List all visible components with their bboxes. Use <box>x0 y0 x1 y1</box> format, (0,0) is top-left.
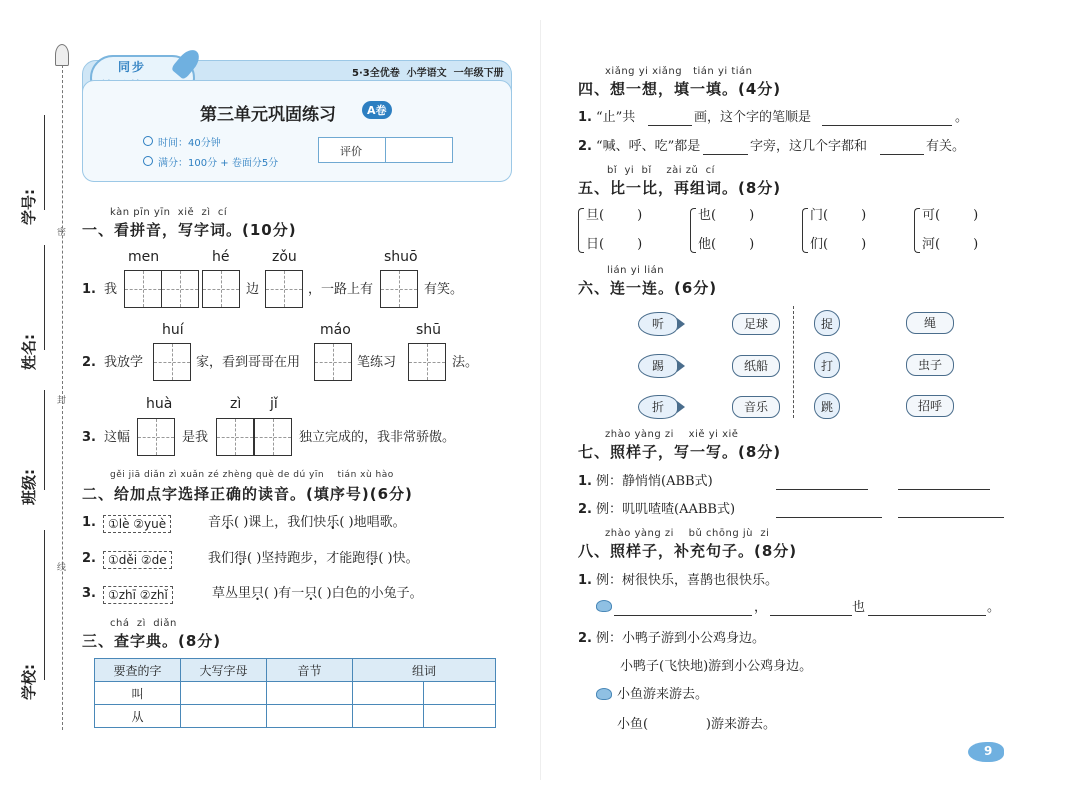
s4-q2-b: 字旁，这几个字都和 <box>750 139 868 154</box>
s7-pinyin: zhào yàng zi xiě yi xiě <box>605 429 739 440</box>
s7-q1-text: 例：静悄悄(ABB式) <box>596 474 713 489</box>
s7-q1-num: 1. <box>578 474 592 489</box>
s2-q2-dot-char2: 得 <box>365 551 379 566</box>
s1-q2-py1: huí <box>162 322 184 338</box>
dictionary-table <box>94 658 496 728</box>
eval-label: 评价 <box>340 145 362 158</box>
s1-q1-box2[interactable] <box>202 270 240 308</box>
s3-title: 三、查字典。(8分) <box>82 632 222 650</box>
row-char: 叫 <box>95 682 181 705</box>
class-label: 班级: <box>20 469 38 505</box>
time-info: 时间：40分钟 <box>158 138 221 149</box>
match-verb-fold[interactable]: 折 <box>638 395 678 419</box>
s8-title: 八、照样子，补充句子。(8分) <box>578 542 798 560</box>
s2-q1-dot-char2: 乐 <box>326 515 340 530</box>
check-icon <box>143 156 153 166</box>
letter-cell[interactable] <box>181 705 267 728</box>
s1-q1-py4: shuō <box>384 249 418 265</box>
s1-q2-box2[interactable] <box>314 343 352 381</box>
s1-q2-t2: 家，看到哥哥在用 <box>196 355 301 370</box>
s1-q3-py2: zì <box>230 396 242 412</box>
s1-q1-num: 1. <box>82 282 96 297</box>
s8-q2-fill[interactable]: 小鱼( )游来游去。 <box>617 717 776 732</box>
s2-q1-options[interactable]: ①lè ②yuè <box>103 513 171 533</box>
frog-icon <box>596 600 612 612</box>
s1-q1-row <box>82 280 96 300</box>
score-info: 满分：100分 + 卷面分5分 <box>158 158 279 169</box>
clock-icon <box>143 136 153 146</box>
s2-q2-sentence: 我们得( )坚持跑步，才能跑得( )快。 <box>208 551 419 566</box>
number-label: 学号: <box>20 189 38 225</box>
s2-q3-sentence: 草丛里只( )有一只( )白色的小兔子。 <box>212 586 423 601</box>
col-header-syllable: 音节 <box>267 659 353 682</box>
s2-q2-num: 2. <box>82 551 96 566</box>
s7-q2-answer1[interactable] <box>776 504 882 518</box>
s2-title: 二、给加点字选择正确的读音。(填序号)(6分) <box>82 485 413 503</box>
s1-title: 一、看拼音，写字词。(10分) <box>82 221 297 239</box>
s1-q3-t1: 这幅 <box>104 430 131 445</box>
s2-q1-dot-char: 乐 <box>221 515 235 530</box>
s2-q1-sentence: 音乐( )课上，我们快乐( )地唱歌。 <box>208 515 406 530</box>
s5-pair1-a[interactable]: 旦( ) <box>586 208 643 223</box>
s8-q1-field1[interactable] <box>614 602 752 616</box>
s5-pair2-a[interactable]: 也( ) <box>698 208 755 223</box>
col-header-words: 组词 <box>353 659 496 682</box>
s1-q1-box3[interactable] <box>265 270 303 308</box>
match-verb-listen[interactable]: 听 <box>638 312 678 336</box>
s6-title: 六、连一连。(6分) <box>578 279 718 297</box>
s4-q1-stroke-order-field[interactable] <box>822 112 952 126</box>
s1-q1-box4[interactable] <box>380 270 418 308</box>
title-tag: A卷 <box>362 101 392 119</box>
match-noun-bug[interactable]: 虫子 <box>906 354 954 376</box>
s4-q1-num: 1. <box>578 110 592 125</box>
s3-pinyin: chá zì diǎn <box>110 618 177 629</box>
s8-pinyin: zhào yàng zi bǔ chōng jù zi <box>605 528 770 539</box>
s1-q1-py2: hé <box>212 249 230 265</box>
row-char: 从 <box>95 705 181 728</box>
s4-title: 四、想一想，填一填。(4分) <box>578 80 782 98</box>
s8-q1-text: 例：树很快乐，喜鹊也很快乐。 <box>596 573 779 588</box>
table-row <box>95 705 496 728</box>
s5-pair4-a[interactable]: 可( ) <box>922 208 979 223</box>
binding-margin <box>0 0 80 795</box>
table-row <box>95 682 496 705</box>
school-field[interactable] <box>44 530 45 680</box>
s7-q2-answer2[interactable] <box>898 504 1004 518</box>
s2-q2-dot-char: 得 <box>234 551 248 566</box>
s4-q2-related-field[interactable] <box>880 141 924 155</box>
match-verb-kick[interactable]: 踢 <box>638 354 678 378</box>
s4-q1-c: 。 <box>955 110 969 125</box>
s4-q1-a: “止”共 <box>596 110 636 125</box>
s5-pair4-b[interactable]: 河( ) <box>922 237 979 252</box>
s1-q2-box1[interactable] <box>153 343 191 381</box>
s1-q2-t4: 法。 <box>452 355 479 370</box>
name-field[interactable] <box>44 245 45 350</box>
s4-q2-c: 有关。 <box>926 139 966 154</box>
s1-q1-box1[interactable] <box>124 270 162 308</box>
s4-q1-b: 画，这个字的笔顺是 <box>694 110 812 125</box>
s5-pair1-b[interactable]: 日( ) <box>586 237 643 252</box>
s1-q2-t3: 笔练习 <box>357 355 397 370</box>
s1-q1-box1b[interactable] <box>161 270 199 308</box>
s1-q2-py2: máo <box>320 322 351 338</box>
s4-q2-radical-field[interactable] <box>703 141 748 155</box>
s1-q2-t1: 我放学 <box>104 355 144 370</box>
frog-icon-2 <box>596 688 612 700</box>
s2-q3-options[interactable]: ①zhī ②zhǐ <box>103 584 173 604</box>
match-noun-greeting[interactable]: 招呼 <box>906 395 954 417</box>
s5-pair2-b[interactable]: 他( ) <box>698 237 755 252</box>
s1-q2-num: 2. <box>82 355 96 370</box>
match-noun-football[interactable]: 足球 <box>732 313 780 335</box>
s1-q1-py3: zǒu <box>272 249 297 265</box>
s1-q1-t5: 有笑。 <box>424 282 464 297</box>
s1-q2-box3[interactable] <box>408 343 446 381</box>
word-cell[interactable] <box>424 682 496 705</box>
page-number: 9 <box>984 744 993 758</box>
word-cell[interactable] <box>353 705 424 728</box>
s8-q1-field3[interactable] <box>868 602 986 616</box>
s8-q1-num: 1. <box>578 573 592 588</box>
letter-cell[interactable] <box>181 682 267 705</box>
pair-bracket-3 <box>802 208 808 253</box>
word-cell[interactable] <box>353 682 424 705</box>
s5-pair3-b[interactable]: 们( ) <box>810 237 867 252</box>
word-cell[interactable] <box>424 705 496 728</box>
s1-q2-py3: shū <box>416 322 442 338</box>
pair-bracket-4 <box>914 208 920 253</box>
seal-char-mi: 密 <box>57 228 67 238</box>
s4-q1-stroke-count-field[interactable] <box>648 112 692 126</box>
s1-q3-t3: 独立完成的，我非常骄傲。 <box>299 430 456 445</box>
class-field[interactable] <box>44 390 45 490</box>
s4-pinyin: xiǎng yi xiǎng tián yi tián <box>605 66 753 77</box>
page-title: 第三单元巩固练习 <box>200 105 336 125</box>
s1-q1-py1: men <box>128 249 160 265</box>
table-header-row <box>95 659 496 682</box>
s2-q3-dot-char2: 只 <box>304 586 318 601</box>
s2-q3-num: 3. <box>82 586 96 601</box>
match-verb-jump[interactable]: 跳 <box>814 393 840 419</box>
s2-q3-dot-char: 只 <box>251 586 265 601</box>
s1-q1-t1: 我 <box>104 282 118 297</box>
s1-q3-t2: 是我 <box>182 430 209 445</box>
pair-bracket-1 <box>578 208 584 253</box>
page-gutter <box>540 20 541 780</box>
s1-q3-py1: huà <box>146 396 173 412</box>
s7-q1-answer2[interactable] <box>898 476 990 490</box>
s7-q2-text: 例：叽叽喳喳(AABB式) <box>596 502 736 517</box>
s8-q1-ye: 也 <box>852 600 866 615</box>
s8-q2-num: 2. <box>578 631 592 646</box>
match-noun-rope[interactable]: 绳 <box>906 312 954 334</box>
s7-title: 七、照样子，写一写。(8分) <box>578 443 782 461</box>
match-verb-catch[interactable]: 捉 <box>814 310 840 336</box>
syllable-cell[interactable] <box>267 705 353 728</box>
badge-line1: 同步 <box>118 60 147 74</box>
eval-score-field[interactable] <box>386 138 452 162</box>
s1-q3-box1[interactable] <box>137 418 175 456</box>
book-info: 5·3全优卷 小学语文 一年级下册 <box>352 68 504 79</box>
s1-q3-box2[interactable] <box>216 418 254 456</box>
pair-bracket-2 <box>690 208 696 253</box>
s5-pinyin: bǐ yi bǐ zài zǔ cí <box>607 165 715 176</box>
match-noun-paperboat[interactable]: 纸船 <box>732 355 780 377</box>
seal-char-feng: 封 <box>57 396 67 406</box>
s2-q1-num: 1. <box>82 515 96 530</box>
s8-q1-end: 。 <box>987 600 1001 615</box>
s2-pinyin: gěi jiā diǎn zì xuǎn zé zhèng què de dú yīn tián xù hào <box>110 470 394 480</box>
s6-pinyin: lián yi lián <box>607 265 665 276</box>
s8-q2-task: 小鱼游来游去。 <box>617 687 709 702</box>
col-header-letter: 大写字母 <box>181 659 267 682</box>
seal-char-xian: 线 <box>57 563 67 573</box>
school-label: 学校: <box>20 664 38 700</box>
s8-q1-field2[interactable] <box>770 602 852 616</box>
s1-q3-num: 3. <box>82 430 96 445</box>
s1-q1-t3: 边 <box>246 282 260 297</box>
rocket-icon <box>55 44 69 66</box>
s5-title: 五、比一比，再组词。(8分) <box>578 179 782 197</box>
col-header-char: 要查的字 <box>95 659 181 682</box>
name-label: 姓名: <box>20 334 38 370</box>
s7-q2-num: 2. <box>578 502 592 517</box>
s1-q3-py3: jǐ <box>270 396 278 412</box>
s1-q1-t4: ，一路上有 <box>308 282 374 297</box>
match-verb-hit[interactable]: 打 <box>814 352 840 378</box>
s8-q1-comma: ， <box>754 600 768 615</box>
title-bar <box>82 80 512 182</box>
s8-q2-text: 例：小鸭子游到小公鸡身边。 <box>596 631 766 646</box>
s4-q2-a: “喊、呼、吃”都是 <box>596 139 701 154</box>
s8-q2-example: 小鸭子(飞快地)游到小公鸡身边。 <box>620 659 813 674</box>
s1-pinyin: kàn pīn yīn xiě zì cí <box>110 207 228 218</box>
s7-q1-answer1[interactable] <box>776 476 868 490</box>
s5-pair3-a[interactable]: 门( ) <box>810 208 867 223</box>
number-field[interactable] <box>44 115 45 210</box>
s1-q3-box3[interactable] <box>254 418 292 456</box>
s2-q2-options[interactable]: ①děi ②de <box>103 549 172 569</box>
syllable-cell[interactable] <box>267 682 353 705</box>
match-noun-music[interactable]: 音乐 <box>732 396 780 418</box>
match-divider <box>793 306 794 418</box>
s4-q2-num: 2. <box>578 139 592 154</box>
